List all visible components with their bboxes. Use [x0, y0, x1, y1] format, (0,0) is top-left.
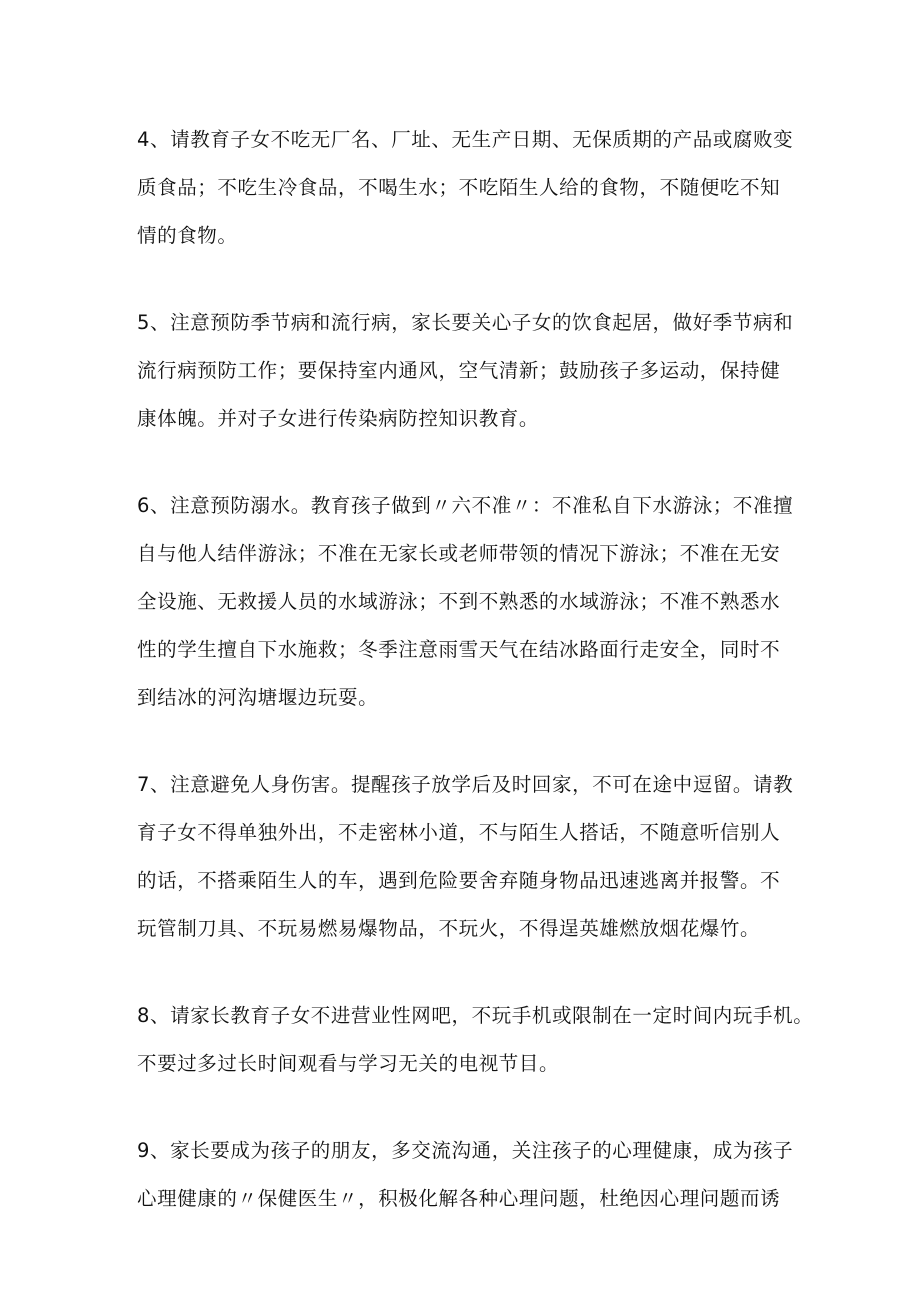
text-line: 6、注意预防溺水。教育孩子做到〃六不准〃：不准私自下水游泳；不准擅 [137, 494, 794, 517]
paragraph-item-7 [137, 761, 794, 953]
text-line: 情的食物。 [137, 224, 238, 247]
paragraph-item-4 [137, 116, 794, 260]
paragraph-spacer [137, 953, 787, 992]
text-line: 心理健康的〃保健医生〃，积极化解各种心理问题，杜绝因心理问题而诱 [137, 1187, 781, 1210]
text-line: 流行病预防工作；要保持室内通风，空气清新；鼓励孩子多运动，保持健 [137, 359, 781, 382]
text-line: 育子女不得单独外出，不走密林小道，不与陌生人搭话，不随意听信别人 [137, 821, 781, 844]
paragraph-item-8 [137, 992, 814, 1088]
text-line: 4、请教育子女不吃无厂名、厂址、无生产日期、无保质期的产品或腐败变 [137, 128, 794, 151]
text-line: 康体魄。并对子女进行传染病防控知识教育。 [137, 407, 540, 430]
paragraph-item-6 [137, 482, 794, 722]
text-line: 7、注意避免人身伤害。提醒孩子放学后及时回家，不可在途中逗留。请教 [137, 773, 794, 796]
text-line: 玩管制刀具、不玩易燃易爆物品，不玩火，不得逞英雄燃放烟花爆竹。 [137, 917, 761, 940]
document-body [137, 116, 814, 1223]
text-line: 到结冰的河沟塘堰边玩耍。 [137, 686, 379, 709]
text-line: 全设施、无救援人员的水域游泳；不到不熟悉的水域游泳；不准不熟悉水 [137, 590, 781, 613]
text-line: 质食品；不吃生冷食品，不喝生水；不吃陌生人给的食物，不随便吃不知 [137, 176, 781, 199]
text-line: 自与他人结伴游泳；不准在无家长或老师带领的情况下游泳；不准在无安 [137, 542, 781, 565]
paragraph-spacer [137, 1088, 787, 1127]
paragraph-item-9 [137, 1127, 794, 1223]
text-line: 9、家长要成为孩子的朋友，多交流沟通，关注孩子的心理健康，成为孩子 [137, 1139, 794, 1162]
text-line: 不要过多过长时间观看与学习无关的电视节目。 [137, 1052, 560, 1075]
text-line: 5、注意预防季节病和流行病，家长要关心子女的饮食起居，做好季节病和 [137, 311, 794, 334]
paragraph-spacer [137, 722, 787, 761]
paragraph-spacer [137, 260, 787, 299]
text-line: 8、请家长教育子女不进营业性网吧，不玩手机或限制在一定时间内玩手机。 [137, 1004, 814, 1027]
text-line: 的话，不搭乘陌生人的车，遇到危险要舍弃随身物品迅速逃离并报警。不 [137, 869, 781, 892]
text-line: 性的学生擅自下水施救；冬季注意雨雪天气在结冰路面行走安全，同时不 [137, 638, 781, 661]
paragraph-spacer [137, 443, 787, 482]
paragraph-item-5 [137, 299, 794, 443]
